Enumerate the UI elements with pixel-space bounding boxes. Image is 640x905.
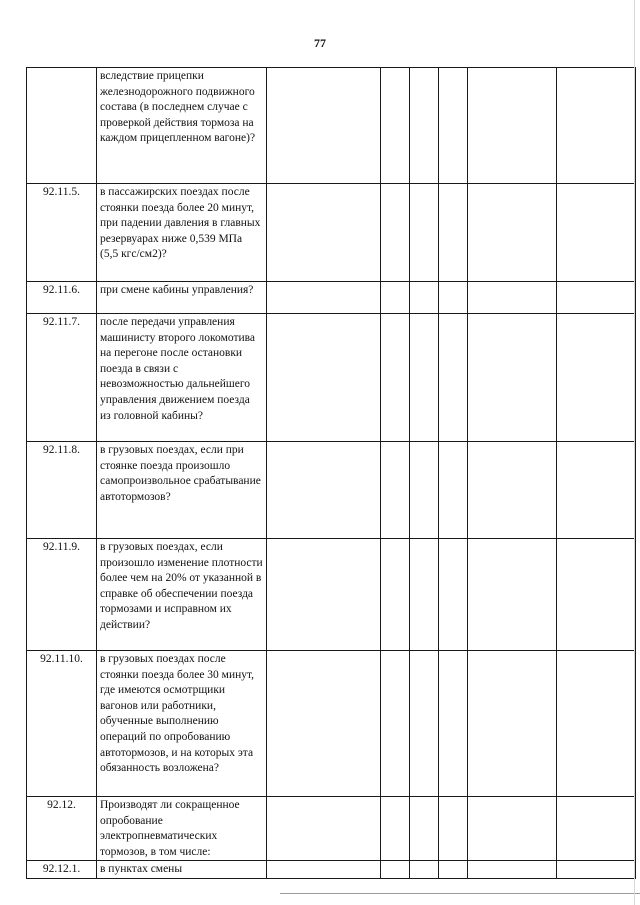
notes-cell xyxy=(468,282,557,314)
answer-na-cell xyxy=(439,314,468,442)
answer-yes-cell xyxy=(381,442,410,539)
table-row xyxy=(27,797,636,861)
question-text: в грузовых поездах, если при стоянке поезда произошло самопроизвольное срабатывание автотормозов? xyxy=(97,442,267,539)
answer-no-cell xyxy=(410,651,439,797)
scan-page-edge xyxy=(634,0,635,905)
legal-reference-cell xyxy=(267,184,381,282)
question-text: в пунктах смены xyxy=(97,861,267,879)
answer-na-cell xyxy=(439,282,468,314)
remarks-cell xyxy=(557,797,636,861)
answer-yes-cell xyxy=(381,797,410,861)
item-number: 92.11.6. xyxy=(27,282,97,314)
answer-no-cell xyxy=(410,68,439,184)
page-number: 77 xyxy=(314,36,326,50)
answer-no-cell xyxy=(410,861,439,879)
notes-cell xyxy=(468,184,557,282)
item-number: 92.12. xyxy=(27,797,97,861)
answer-na-cell xyxy=(439,539,468,651)
table-row xyxy=(27,314,636,442)
notes-cell xyxy=(468,797,557,861)
item-number: 92.12.1. xyxy=(27,861,97,879)
question-text: после передачи управления машинисту второго локомотива на перегоне после остановки поезда в связи с невозможностью дальнейшего управления движением поезда из головной кабины? xyxy=(97,314,267,442)
remarks-cell xyxy=(557,314,636,442)
notes-cell xyxy=(468,539,557,651)
answer-no-cell xyxy=(410,184,439,282)
item-number: 92.11.5. xyxy=(27,184,97,282)
table-row xyxy=(27,442,636,539)
answer-na-cell xyxy=(439,442,468,539)
answer-yes-cell xyxy=(381,314,410,442)
answer-na-cell xyxy=(439,861,468,879)
answer-no-cell xyxy=(410,539,439,651)
checklist-table xyxy=(26,67,636,879)
item-number: 92.11.10. xyxy=(27,651,97,797)
remarks-cell xyxy=(557,539,636,651)
legal-reference-cell xyxy=(267,314,381,442)
item-number xyxy=(27,68,97,184)
question-text: при смене кабины управления? xyxy=(97,282,267,314)
table-row xyxy=(27,68,636,184)
table-row xyxy=(27,651,636,797)
remarks-cell xyxy=(557,651,636,797)
answer-yes-cell xyxy=(381,184,410,282)
question-text: в пассажирских поездах после стоянки поезда более 20 минут, при падении давления в главных резервуарах ниже 0,539 МПа (5,5 кгс/см2)? xyxy=(97,184,267,282)
item-number: 92.11.7. xyxy=(27,314,97,442)
legal-reference-cell xyxy=(267,651,381,797)
answer-no-cell xyxy=(410,314,439,442)
item-number: 92.11.8. xyxy=(27,442,97,539)
legal-reference-cell xyxy=(267,68,381,184)
notes-cell xyxy=(468,314,557,442)
table-row xyxy=(27,184,636,282)
table-row xyxy=(27,282,636,314)
answer-na-cell xyxy=(439,184,468,282)
table-row xyxy=(27,861,636,879)
legal-reference-cell xyxy=(267,861,381,879)
answer-yes-cell xyxy=(381,651,410,797)
table-row xyxy=(27,539,636,651)
item-number: 92.11.9. xyxy=(27,539,97,651)
notes-cell xyxy=(468,442,557,539)
answer-na-cell xyxy=(439,68,468,184)
notes-cell xyxy=(468,861,557,879)
answer-no-cell xyxy=(410,442,439,539)
answer-na-cell xyxy=(439,797,468,861)
answer-na-cell xyxy=(439,651,468,797)
answer-yes-cell xyxy=(381,282,410,314)
notes-cell xyxy=(468,651,557,797)
question-text: вследствие прицепки железнодорожного подвижного состава (в последнем случае с проверкой действия тормоза на каждом прицепленном вагоне)? xyxy=(97,68,267,184)
answer-yes-cell xyxy=(381,68,410,184)
scan-bottom-rule xyxy=(280,893,640,894)
remarks-cell xyxy=(557,442,636,539)
remarks-cell xyxy=(557,68,636,184)
answer-no-cell xyxy=(410,282,439,314)
remarks-cell xyxy=(557,861,636,879)
question-text: в грузовых поездах, если произошло изменение плотности более чем на 20% от указанной в справке об обеспечении поезда тормозами и исправном их действии? xyxy=(97,539,267,651)
notes-cell xyxy=(468,68,557,184)
legal-reference-cell xyxy=(267,539,381,651)
legal-reference-cell xyxy=(267,797,381,861)
remarks-cell xyxy=(557,184,636,282)
answer-yes-cell xyxy=(381,861,410,879)
question-text: Производят ли сокращенное опробование электропневматических тормозов, в том числе: xyxy=(97,797,267,861)
answer-yes-cell xyxy=(381,539,410,651)
legal-reference-cell xyxy=(267,442,381,539)
question-text: в грузовых поездах после стоянки поезда более 30 минут, где имеются осмотрщики вагонов или работники, обученные выполнению операций по опробованию автотормозов, и на которых эта обязанность возложена? xyxy=(97,651,267,797)
remarks-cell xyxy=(557,282,636,314)
answer-no-cell xyxy=(410,797,439,861)
legal-reference-cell xyxy=(267,282,381,314)
